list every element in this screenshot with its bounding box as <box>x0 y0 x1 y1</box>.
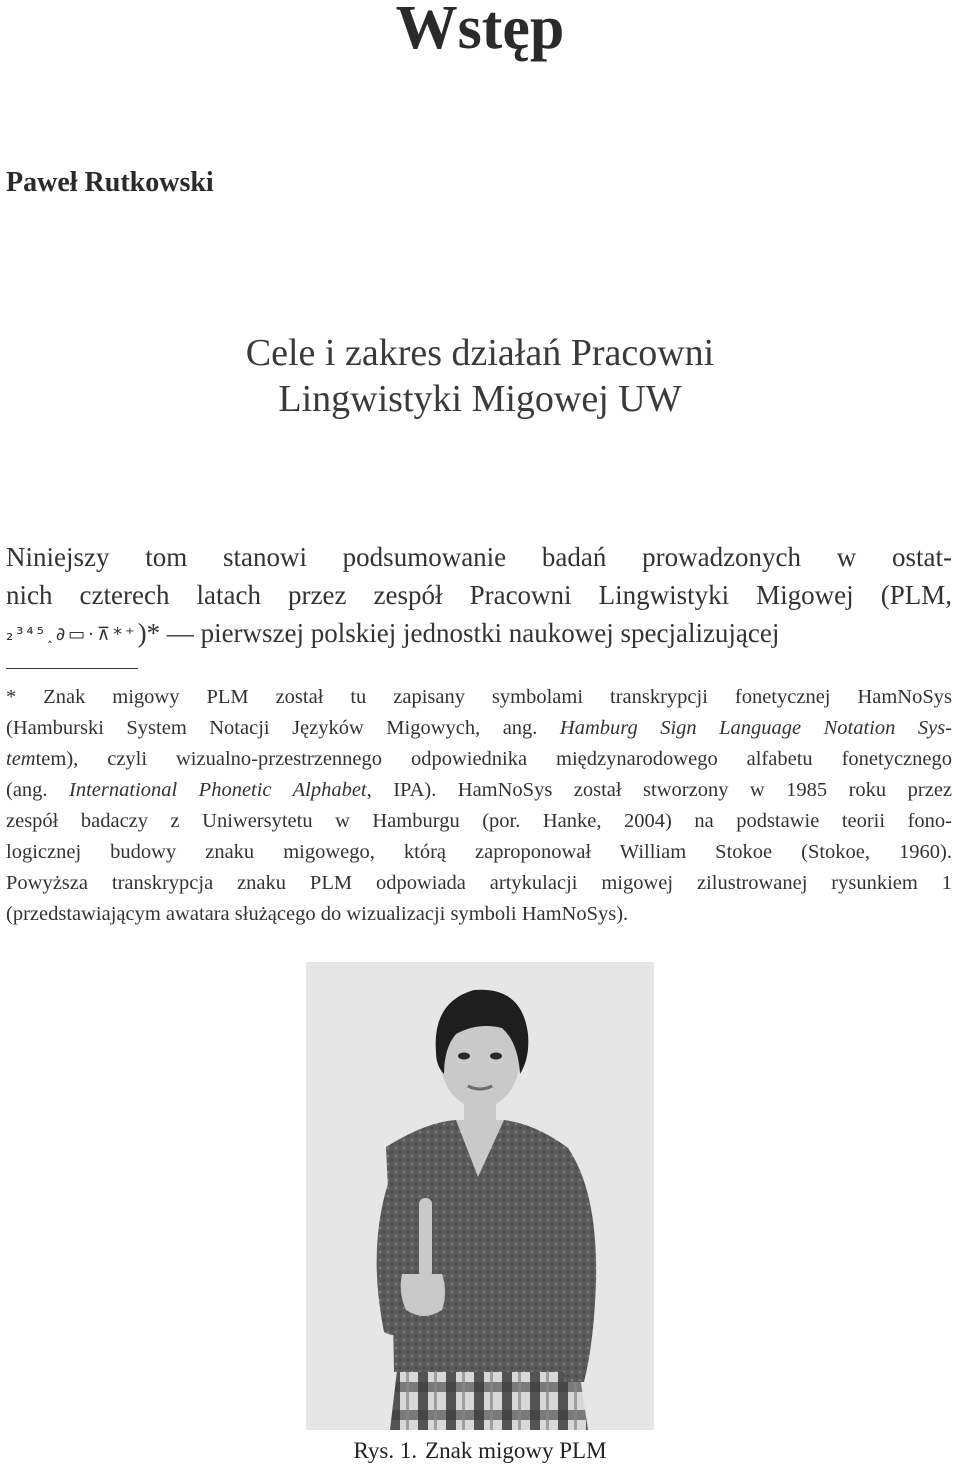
footnote-line-6: logicznej budowy znaku migowego, którą zaproponował William Stokoe (Stokoe, 1960). <box>6 841 952 863</box>
avatar-hand <box>401 1274 445 1316</box>
footnote-line-4-rest: , IPA). HamNoSys został stworzony w 1985 roku przez <box>366 779 953 801</box>
paragraph-line-2: nich czterech latach przez zespół Pracowni Lingwistyki Migowej (PLM, <box>6 580 952 610</box>
figure-avatar <box>306 962 654 1430</box>
footnote-line-4 <box>6 775 952 806</box>
figure-caption <box>0 1436 960 1466</box>
figure-caption-text: Znak migowy PLM <box>425 1438 607 1463</box>
footnote-line-2-text: (Hamburski System Notacji Języków Migowych, ang. <box>6 717 538 739</box>
avatar-left-eye <box>458 1053 470 1060</box>
footnote-line-8: (przedstawiającym awatara służącego do wizualizacji symboli HamNoSys). <box>6 903 629 925</box>
footnote-line-2-italic: Hamburg Sign Language Notation Sys- <box>559 717 952 739</box>
avatar-skirt <box>390 1362 588 1430</box>
section-title <box>0 330 960 422</box>
footnote-line-1: * Znak migowy PLM został tu zapisany symbolami transkrypcji fonetycznej HamNoSys <box>6 686 952 708</box>
figure-caption-number: Rys. 1. <box>353 1438 418 1463</box>
footnote-line-5: zespół badaczy z Uniwersytetu w Hamburgu (por. Hanke, 2004) na podstawie teorii fono- <box>6 810 952 832</box>
paragraph-line-3 <box>6 614 952 654</box>
body-paragraph <box>6 538 952 654</box>
footnote-line-3 <box>6 744 952 775</box>
footnote-line-4-text: (ang. <box>6 779 48 801</box>
footnote-line-7: Powyższa transkrypcja znaku PLM odpowiada artykulacji migowej zilustrowanej rysunkiem 1 <box>6 872 952 894</box>
avatar-index-finger <box>419 1198 432 1278</box>
footnote-line-3-text: tem), czyli wizualno-przestrzennego odpowiednika międzynarodowego alfabetu fonetycznego <box>35 748 952 770</box>
footnote <box>6 682 952 930</box>
chapter-title: Wstęp <box>395 0 565 62</box>
paragraph-line-3-text: )* — pierwszej polskiej jednostki naukowej specjalizującej <box>137 618 780 648</box>
hamnosys-notation: ₂³⁴⁵˰∂▭·⊼*⁺ <box>6 624 138 645</box>
footnote-line-3-italic: tem <box>6 748 36 770</box>
section-title-line-2: Lingwistyki Migowej UW <box>278 378 682 420</box>
footnote-divider <box>6 668 138 669</box>
avatar-illustration <box>306 962 654 1430</box>
author-name: Paweł Rutkowski <box>6 167 214 198</box>
paragraph-line-1: Niniejszy tom stanowi podsumowanie badań prowadzonych w ostat- <box>6 542 952 572</box>
section-title-line-1: Cele i zakres działań Pracowni <box>245 332 715 374</box>
avatar-right-eye <box>490 1053 502 1060</box>
footnote-line-4-italic: International Phonetic Alphabet <box>69 779 367 801</box>
footnote-line-2 <box>6 713 952 744</box>
